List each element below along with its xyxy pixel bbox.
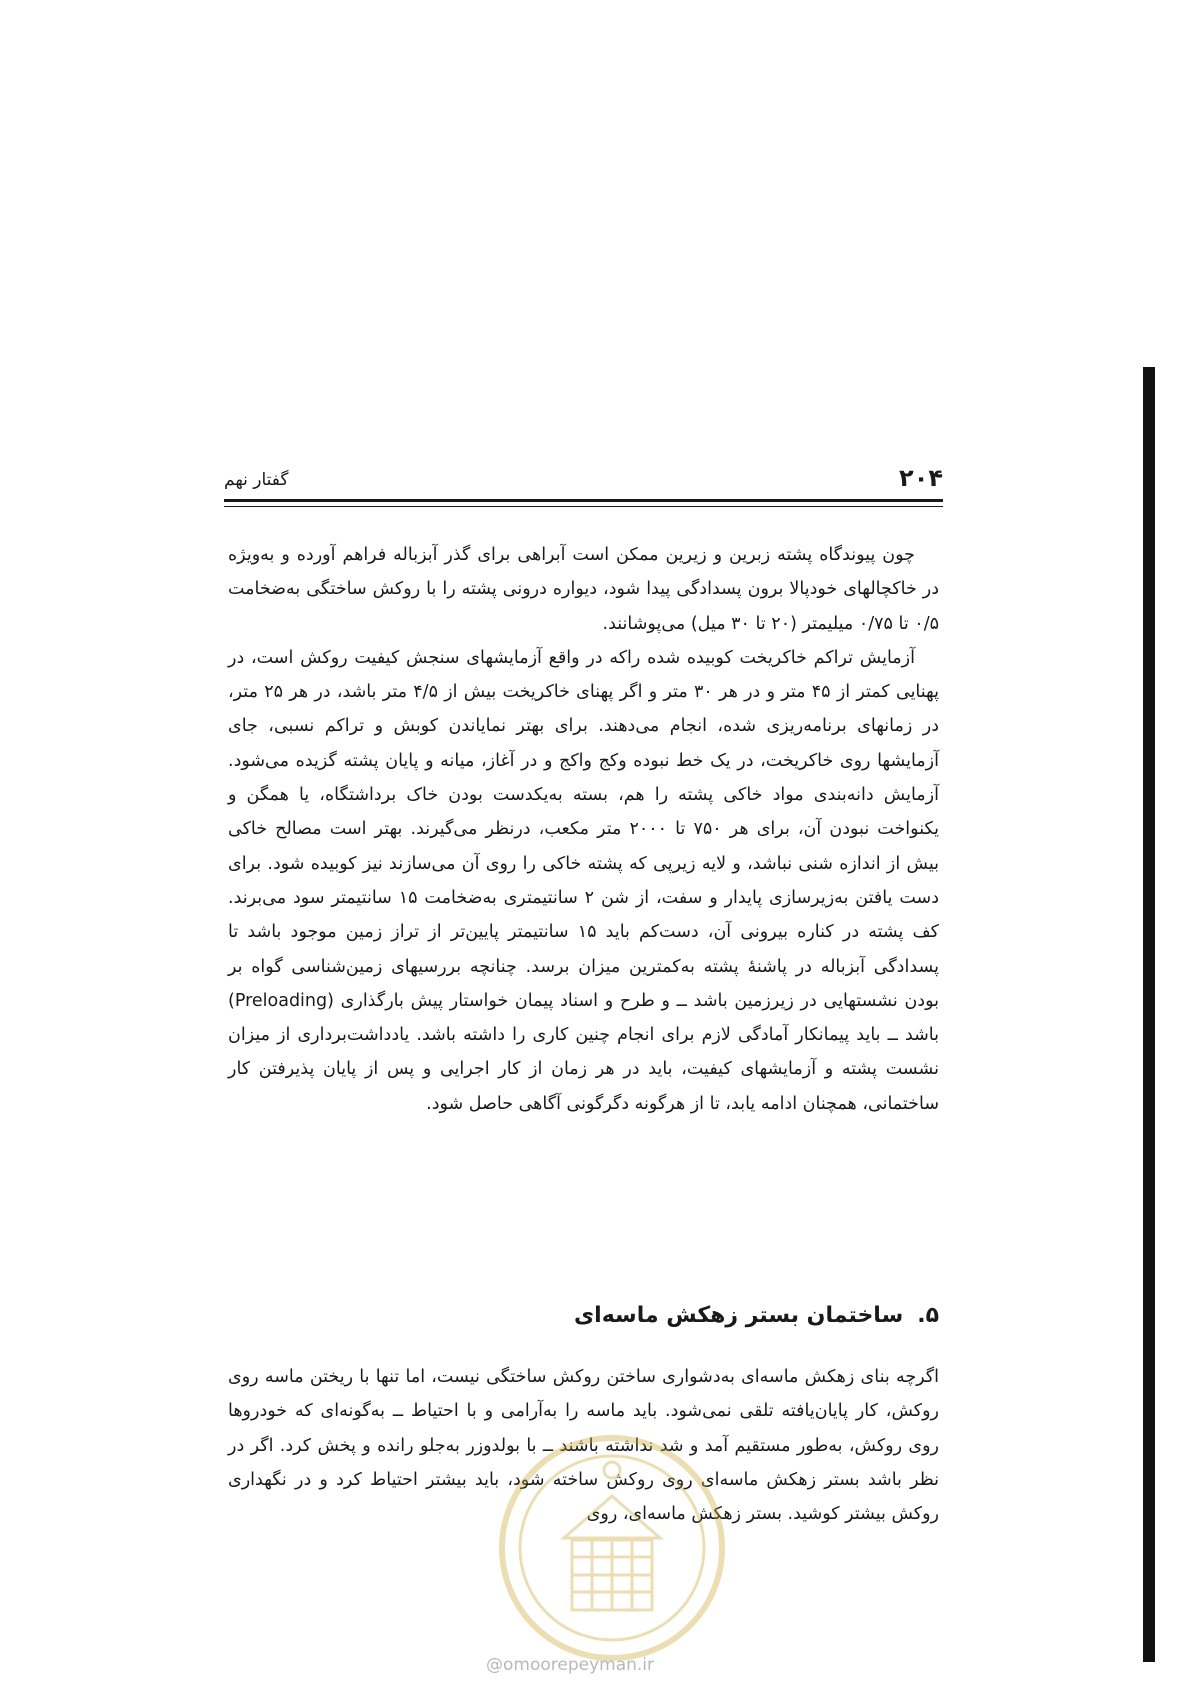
paragraph-sand-drain: اگرچه بنای زهکش ماسه‌ای به‌دشواری ساختن روکش ساختگی نیست، اما تنها با ریختن ماسه روی روکش، کار پایان‌یافته تلقی نمی‌شود. باید ماسه را به‌آرامی و با احتیاط ــ به‌گونه‌ای که خودروها روی روکش، به‌طور مستقیم آمد و شد نداشته باشند ــ با بولدوزر به‌جلو رانده و پخش کرد. اگر در نظر باشد بستر زهکش ماسه‌ای روی روکش ساخته شود، باید بیشتر احتیاط کرد و در نگهداری روکش بیشتر کوشید. بستر زهکش ماسه‌ای، روی: [228, 1367, 939, 1525]
watermark-url: @omoorepeyman.ir: [486, 1655, 655, 1675]
page-number: ۲۰۴: [899, 464, 943, 492]
header-rule-thick: [224, 499, 943, 502]
chapter-title: گفتار نهم: [224, 470, 289, 490]
header-rule-thin: [224, 506, 943, 507]
watermark-seal-icon: [494, 1430, 730, 1666]
page-edge-bar: [1143, 367, 1155, 1662]
paragraph-compaction-test: آزمایش تراکم خاکریخت کوبیده شده راکه در واقع آزمایشهای سنجش کیفیت روکش است، در پهنایی کمتر از ۴۵ متر و در هر ۳۰ متر و اگر پهنای خاکریخت بیش از ۴/۵ متر باشد، در هر ۲۵ متر، در زمانهای برنامه‌ریزی شده، انجام می‌دهند. برای بهتر نمایاندن کوبش و تراکم نسبی، جای آزمایشها روی خاکریخت، در یک خط نبوده وکج واکج و در آغاز، میانه و پایان پشته گزیده می‌شود. آزمایش دانه‌بندی مواد خاکی پشته را هم، بسته به‌یکدست بودن خاک برداشتگاه، یا همگن و یکنواخت نبودن آن، برای هر ۷۵۰ تا ۲۰۰۰ متر مکعب، درنظر می‌گیرند. بهتر است مصالح خاکی بیش از اندازه شنی نباشد، و لایه زیرپی که پشته خاکی را روی آن می‌سازند نیز کوبیده شود. برای دست یافتن به‌زیرسازی پایدار و سفت، از شن ۲ سانتیمتری به‌ضخامت ۱۵ سانتیمتر سود می‌برند. کف پشته در کناره بیرونی آن، دست‌کم باید ۱۵ سانتیمتر پایین‌تر از تراز زمین موجود باشد تا پسدادگی آبزباله در پاشنهٔ پشته به‌کمترین میزان برسد. چنانچه بررسیهای زمین‌شناسی گواه بر بودن نشستهایی در زیرزمین باشد ــ و طرح و اسناد پیمان خواستار پیش بارگذاری (Preloading) باشد ــ باید پیمانکار آمادگی لازم برای انجام چنین کاری را داشته باشد. یادداشت‌برداری از میزان نشست پشته و آزمایشهای کیفیت، باید در هر زمان از کار اجرایی و پس از پایان پذیرفتن کار ساختمانی، همچنان ادامه یابد، تا از هرگونه دگرگونی آگاهی حاصل شود.: [228, 647, 940, 1114]
section-number: ۵.: [917, 1303, 939, 1328]
paragraph-drainage-lining: چون پیوندگاه پشته زبرین و زیرین ممکن است آبراهی برای گذر آبزباله فراهم آورده و به‌ویژه در خاکچالهای خودپالا برون پسدادگی پیدا شود، دیواره درونی پشته را با روکش ساختگی به‌ضخامت ۰/۵ تا ۰/۷۵ میلیمتر (۲۰ تا ۳۰ میل) می‌پوشانند.: [228, 545, 939, 634]
body-text: [228, 538, 939, 1121]
section-title: ساختمان بستر زهکش ماسه‌ای: [574, 1303, 904, 1328]
running-header: [224, 456, 943, 496]
section-heading: [228, 1303, 939, 1328]
